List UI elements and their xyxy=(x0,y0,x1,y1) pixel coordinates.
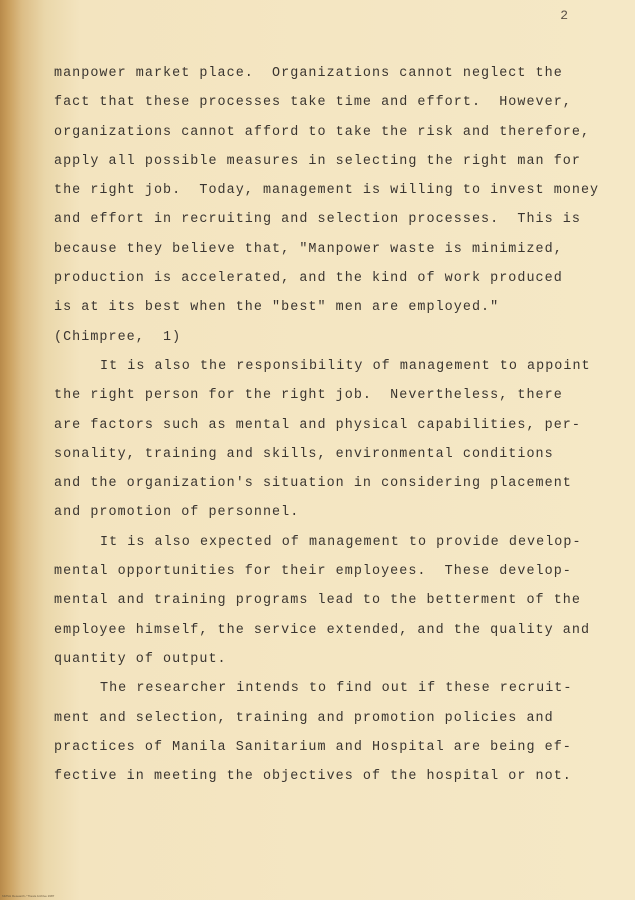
text-line: sonality, training and skills, environmental conditions xyxy=(54,446,554,462)
footer-imprint: MMSH Research / Thesis Archive 1987 xyxy=(2,894,55,898)
text-line: are factors such as mental and physical capabilities, per- xyxy=(54,417,581,433)
text-line: ment and selection, training and promotion policies and xyxy=(54,710,554,726)
text-line: practices of Manila Sanitarium and Hospital are being ef- xyxy=(54,739,572,755)
text-line: The researcher intends to find out if these recruit- xyxy=(100,681,573,697)
text-line: organizations cannot afford to take the risk and therefore, xyxy=(54,124,591,140)
text-line: quantity of output. xyxy=(54,651,227,667)
text-line: apply all possible measures in selecting the right man for xyxy=(54,153,581,169)
body-text xyxy=(54,59,624,791)
paragraph-4 xyxy=(54,674,624,791)
text-line: production is accelerated, and the kind of work produced xyxy=(54,271,563,287)
text-line: mental and training programs lead to the betterment of the xyxy=(54,593,581,609)
paragraph-3 xyxy=(54,528,624,674)
text-line: mental opportunities for their employees. These develop- xyxy=(54,564,572,580)
text-line: fective in meeting the objectives of the hospital or not. xyxy=(54,769,572,785)
text-line: manpower market place. Organizations cannot neglect the xyxy=(54,66,563,81)
text-line: and effort in recruiting and selection processes. This is xyxy=(54,212,581,228)
text-line: and promotion of personnel. xyxy=(54,505,300,521)
text-line: It is also expected of management to provide develop- xyxy=(100,534,582,550)
text-line: is at its best when the "best" men are employed." xyxy=(54,300,500,316)
paragraph-2 xyxy=(54,352,624,528)
text-line: and the organization's situation in considering placement xyxy=(54,476,572,492)
text-line: the right job. Today, management is willing to invest money xyxy=(54,183,600,199)
text-line: It is also the responsibility of management to appoint xyxy=(100,358,591,374)
page-number: 2 xyxy=(560,8,568,23)
text-line: fact that these processes take time and effort. However, xyxy=(54,95,572,111)
text-line: employee himself, the service extended, and the quality and xyxy=(54,622,591,638)
paragraph-1 xyxy=(54,59,624,352)
text-line: the right person for the right job. Nevertheless, there xyxy=(54,388,563,404)
citation-line: (Chimpree, 1) xyxy=(54,329,182,345)
text-line: because they believe that, "Manpower waste is minimized, xyxy=(54,241,563,257)
